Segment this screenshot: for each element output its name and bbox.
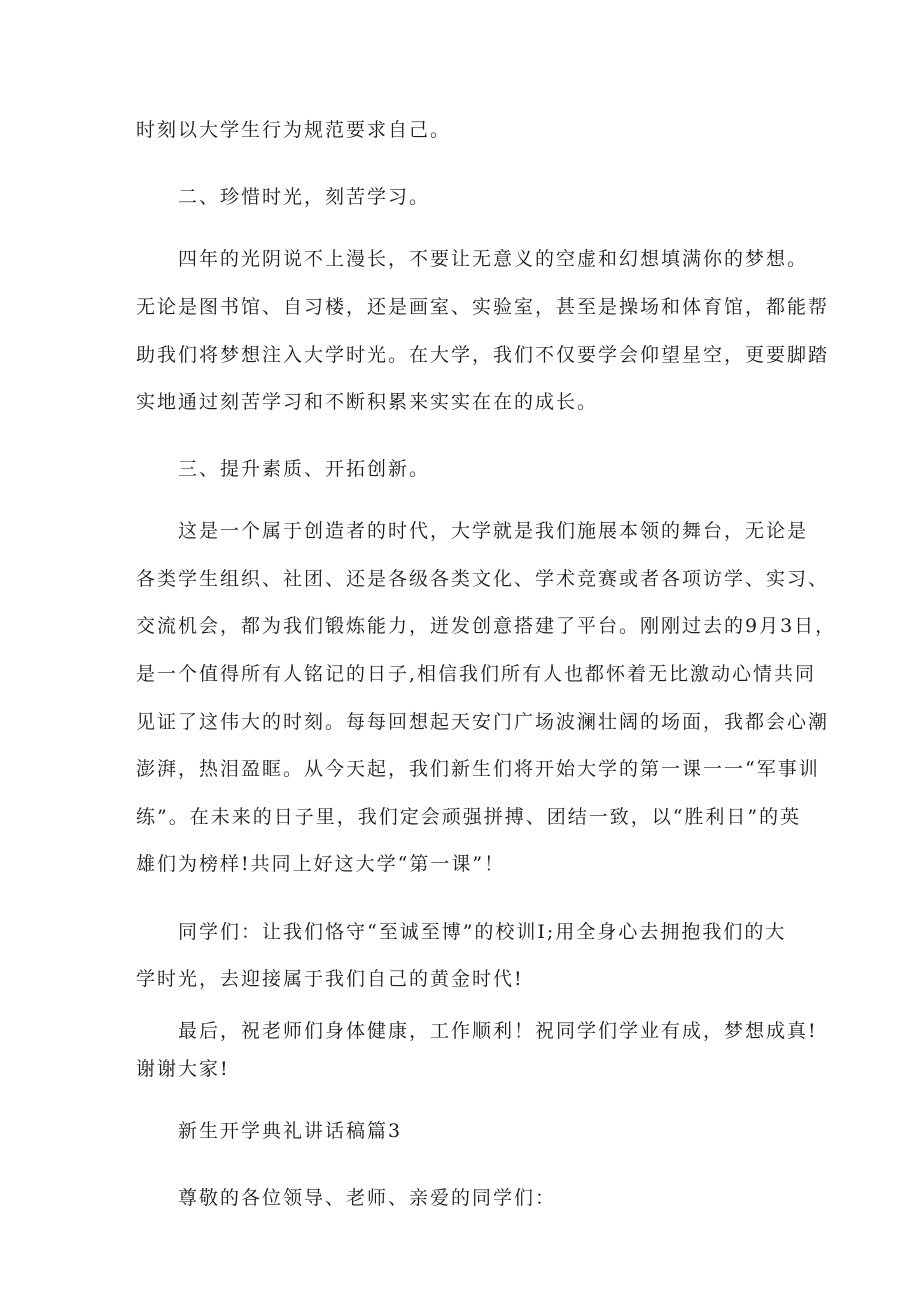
text-line: 最后，祝老师们身体健康，工作顺利！祝同学们学业有成，梦想成真!	[178, 1020, 818, 1042]
text-line: 学时光，去迎接属于我们自己的黄金时代!	[136, 968, 524, 990]
text-line: 助我们将梦想注入大学时光。在大学，我们不仅要学会仰望星空，更要脚踏	[136, 344, 830, 366]
text-line: 谢谢大家!	[136, 1058, 230, 1080]
text-line: 同学们：让我们恪守“至诚至博”的校训I;用全身心去拥抱我们的大	[178, 921, 787, 943]
text-line: 无论是图书馆、自习楼，还是画室、实验室，甚至是操场和体育馆，都能帮	[136, 296, 830, 318]
text-line: 实地通过刻苦学习和不断积累来实实在在的成长。	[136, 391, 599, 413]
section-title: 新生开学典礼讲话稿篇3	[178, 1120, 403, 1142]
text-line: 见证了这伟大的时刻。每每回想起天安门广场波澜壮阔的场面，我都会心潮	[136, 711, 830, 733]
text-line: 练”。在未来的日子里，我们定会顽强拼搏、团结一致，以“胜利日”的英	[136, 806, 802, 828]
section-heading: 三、提升素质、开拓创新。	[178, 458, 431, 480]
text-line: 澎湃，热泪盈眶。从今天起，我们新生们将开始大学的第一课一一“军事训	[136, 758, 820, 780]
text-line: 各类学生组织、社团、还是各级各类文化、学术竞赛或者各项访学、实习、	[136, 568, 830, 590]
text-line: 雄们为榜样!共同上好这大学“第一课”！	[136, 853, 506, 875]
text-line: 这是一个属于创造者的时代，大学就是我们施展本领的舞台，无论是	[178, 520, 809, 542]
section-heading: 二、珍惜时光，刻苦学习。	[178, 186, 431, 208]
text-line: 四年的光阴说不上漫长，不要让无意义的空虚和幻想填满你的梦想。	[178, 248, 809, 270]
salutation: 尊敬的各位领导、老师、亲爱的同学们：	[178, 1187, 557, 1209]
text-line: 交流机会，都为我们锻炼能力，迸发创意搭建了平台。刚刚过去的9月3日，	[136, 615, 837, 637]
text-line: 时刻以大学生行为规范要求自己。	[136, 119, 452, 141]
text-line: 是一个值得所有人铭记的日子,相信我们所有人也都怀着无比激动心情共同	[136, 663, 817, 685]
